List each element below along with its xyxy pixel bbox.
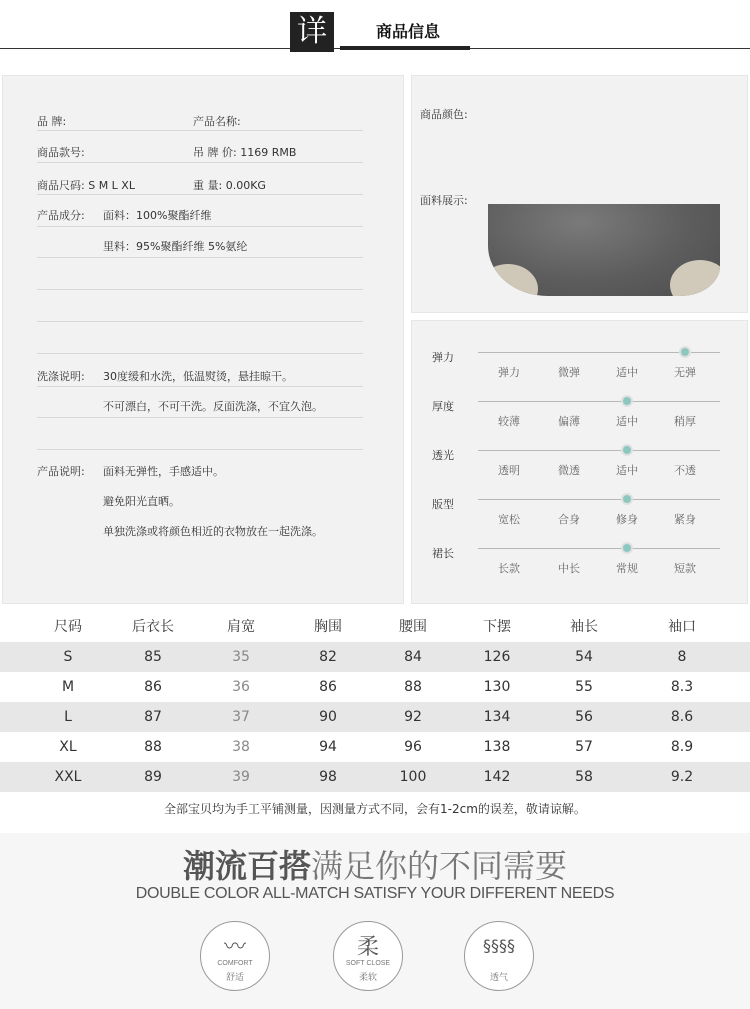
table-cell: XXL bbox=[54, 769, 82, 785]
table-cell: M bbox=[61, 679, 75, 695]
scale-track bbox=[478, 548, 720, 549]
size-table-note: 全部宝贝均为手工平铺测量，因测量方式不同，会有1-2cm的误差，敬请谅解。 bbox=[164, 802, 586, 816]
table-cell: 94 bbox=[319, 739, 337, 755]
scale-indicator bbox=[679, 346, 691, 358]
table-cell: 96 bbox=[404, 739, 422, 755]
scale-option: 合身 bbox=[558, 513, 580, 526]
color-fabric-panel bbox=[411, 75, 748, 313]
badge-cn: 舒适 bbox=[225, 973, 244, 983]
desc-line-3: 单独洗涤或将颜色相近的衣物放在一起洗涤。 bbox=[103, 525, 323, 538]
scale-track bbox=[478, 499, 720, 500]
divider bbox=[37, 386, 363, 387]
header-icon-char: 详 bbox=[290, 12, 334, 52]
brand-label: 品 牌: bbox=[37, 115, 67, 128]
table-header-row bbox=[0, 612, 750, 642]
table-cell: L bbox=[64, 709, 72, 725]
size-value: S M L XL bbox=[88, 179, 135, 192]
scale-option: 常规 bbox=[616, 562, 638, 575]
soft-badge bbox=[333, 921, 403, 991]
size-label: 商品尺码: bbox=[37, 179, 85, 192]
table-cell: 88 bbox=[144, 739, 162, 755]
breathable-icon: §§§§ bbox=[483, 936, 515, 955]
table-row bbox=[0, 732, 750, 762]
scale-track bbox=[478, 401, 720, 402]
scale-option: 偏薄 bbox=[558, 415, 580, 428]
size-info bbox=[37, 177, 135, 193]
wave-icon: 〰 bbox=[223, 935, 246, 960]
color-label: 商品颜色: bbox=[420, 108, 468, 121]
scale-option: 长款 bbox=[498, 562, 520, 575]
table-cell: 9.2 bbox=[670, 769, 694, 785]
scale-track bbox=[478, 450, 720, 451]
scale-option: 适中 bbox=[616, 415, 638, 428]
scale-option: 适中 bbox=[616, 464, 638, 477]
tag-price-value: 1169 RMB bbox=[240, 146, 297, 159]
soft-icon: 柔 bbox=[356, 935, 379, 960]
composition-label: 产品成分: bbox=[37, 209, 85, 222]
table-cell: S bbox=[63, 649, 73, 665]
tag-price bbox=[193, 144, 296, 160]
scale-indicator bbox=[621, 493, 633, 505]
badge-cn: 柔软 bbox=[358, 973, 377, 983]
badge-cn: 透气 bbox=[489, 973, 508, 983]
product-info-panel bbox=[2, 75, 404, 604]
table-cell: 8.6 bbox=[670, 709, 694, 725]
badge-en: SOFT CLOSE bbox=[345, 960, 391, 967]
section-header bbox=[0, 0, 750, 60]
table-header-cell: 腰围 bbox=[399, 619, 427, 635]
table-header-cell: 胸围 bbox=[314, 619, 342, 635]
breathable-badge bbox=[464, 921, 534, 991]
table-cell: 8.9 bbox=[670, 739, 694, 755]
table-cell: 138 bbox=[483, 739, 511, 755]
weight-label: 重 量: bbox=[193, 179, 223, 192]
divider bbox=[37, 321, 363, 322]
scale-option: 紧身 bbox=[674, 513, 696, 526]
scale-option: 修身 bbox=[616, 513, 638, 526]
table-cell: 89 bbox=[144, 769, 162, 785]
table-cell: 8.3 bbox=[670, 679, 694, 695]
scale-option: 弹力 bbox=[498, 366, 520, 379]
scale-option: 不透 bbox=[674, 464, 696, 477]
divider bbox=[37, 353, 363, 354]
badge-en: COMFORT bbox=[217, 960, 253, 967]
table-cell: 134 bbox=[483, 709, 511, 725]
product-name-label: 产品名称: bbox=[193, 115, 241, 128]
table-cell: 100 bbox=[399, 769, 427, 785]
table-cell: 36 bbox=[232, 679, 250, 695]
table-row bbox=[0, 762, 750, 792]
scale-option: 透明 bbox=[498, 464, 520, 477]
scale-label: 厚度 bbox=[432, 400, 454, 413]
divider bbox=[37, 130, 363, 131]
scale-option: 较薄 bbox=[498, 415, 520, 428]
wash-line-2: 不可漂白，不可干洗。反面洗涤，不宜久泡。 bbox=[103, 400, 323, 413]
divider bbox=[37, 257, 363, 258]
table-header-cell: 后衣长 bbox=[132, 619, 174, 635]
scale-option: 微透 bbox=[558, 464, 580, 477]
scale-option: 短款 bbox=[674, 562, 696, 575]
tag-price-label: 吊 牌 价: bbox=[193, 146, 237, 159]
table-cell: 55 bbox=[575, 679, 593, 695]
fabric-photo bbox=[488, 204, 720, 296]
desc-line-2: 避免阳光直晒。 bbox=[103, 495, 180, 508]
comfort-badge bbox=[200, 921, 270, 991]
scale-option: 中长 bbox=[558, 562, 580, 575]
composition-line-2: 里料：95%聚酯纤维 5%氨纶 bbox=[103, 240, 248, 253]
fabric-attributes-panel bbox=[411, 320, 748, 604]
table-header-cell: 袖口 bbox=[668, 619, 696, 635]
desc-label: 产品说明: bbox=[37, 465, 85, 478]
divider bbox=[37, 162, 363, 163]
table-header-cell: 尺码 bbox=[54, 619, 82, 635]
divider bbox=[37, 417, 363, 418]
weight-info bbox=[193, 177, 266, 193]
table-header-cell: 下摆 bbox=[483, 619, 511, 635]
table-cell: 92 bbox=[404, 709, 422, 725]
desc-line-1: 面料无弹性，手感适中。 bbox=[103, 465, 224, 478]
table-cell: 35 bbox=[232, 649, 250, 665]
table-cell: 56 bbox=[575, 709, 593, 725]
scale-option: 无弹 bbox=[674, 366, 696, 379]
fabric-label: 面料展示: bbox=[420, 194, 468, 207]
table-cell: 142 bbox=[483, 769, 511, 785]
table-cell: 130 bbox=[483, 679, 511, 695]
table-row bbox=[0, 672, 750, 702]
table-cell: 82 bbox=[319, 649, 337, 665]
table-header-cell: 肩宽 bbox=[227, 619, 255, 635]
scale-indicator bbox=[621, 444, 633, 456]
divider bbox=[37, 289, 363, 290]
table-cell: 54 bbox=[575, 649, 593, 665]
table-cell: 37 bbox=[232, 709, 250, 725]
table-header-cell: 袖长 bbox=[570, 619, 598, 635]
scale-label: 透光 bbox=[432, 449, 454, 462]
divider bbox=[37, 194, 363, 195]
scale-option: 适中 bbox=[616, 366, 638, 379]
slogan-cn bbox=[0, 841, 750, 887]
slogan-cn-light: 满足你的不同需要 bbox=[311, 847, 568, 885]
wash-label: 洗涤说明: bbox=[37, 370, 85, 383]
slogan-cn-bold: 潮流百搭 bbox=[182, 847, 311, 885]
table-cell: 38 bbox=[232, 739, 250, 755]
divider bbox=[37, 226, 363, 227]
scale-label: 版型 bbox=[432, 498, 454, 511]
style-no-label: 商品款号: bbox=[37, 146, 85, 159]
table-cell: 88 bbox=[404, 679, 422, 695]
wash-line-1: 30度缓和水洗，低温熨烫，悬挂晾干。 bbox=[103, 370, 293, 383]
table-cell: 98 bbox=[319, 769, 337, 785]
table-row bbox=[0, 642, 750, 672]
scale-indicator bbox=[621, 542, 633, 554]
scale-label: 弹力 bbox=[432, 351, 454, 364]
header-title-underline bbox=[340, 46, 470, 50]
scale-indicator bbox=[621, 395, 633, 407]
table-cell: 86 bbox=[319, 679, 337, 695]
table-cell: 8 bbox=[677, 649, 687, 665]
table-cell: 39 bbox=[232, 769, 250, 785]
table-cell: 58 bbox=[575, 769, 593, 785]
scale-label: 裙长 bbox=[432, 547, 454, 560]
table-cell: 84 bbox=[404, 649, 422, 665]
divider bbox=[37, 449, 363, 450]
scale-option: 微弹 bbox=[558, 366, 580, 379]
table-cell: 57 bbox=[575, 739, 593, 755]
composition-line-1: 面料：100%聚酯纤维 bbox=[103, 209, 212, 222]
table-cell: 85 bbox=[144, 649, 162, 665]
table-cell: 87 bbox=[144, 709, 162, 725]
header-title: 商品信息 bbox=[375, 22, 440, 41]
scale-option: 稍厚 bbox=[674, 415, 696, 428]
slogan-banner bbox=[0, 833, 750, 1009]
table-cell: 90 bbox=[319, 709, 337, 725]
table-cell: XL bbox=[59, 739, 77, 755]
table-row bbox=[0, 702, 750, 732]
slogan-en: DOUBLE COLOR ALL-MATCH SATISFY YOUR DIFFERENT NEEDS bbox=[135, 885, 615, 902]
weight-value: 0.00KG bbox=[225, 179, 266, 192]
table-cell: 86 bbox=[144, 679, 162, 695]
table-cell: 126 bbox=[483, 649, 511, 665]
scale-option: 宽松 bbox=[498, 513, 520, 526]
